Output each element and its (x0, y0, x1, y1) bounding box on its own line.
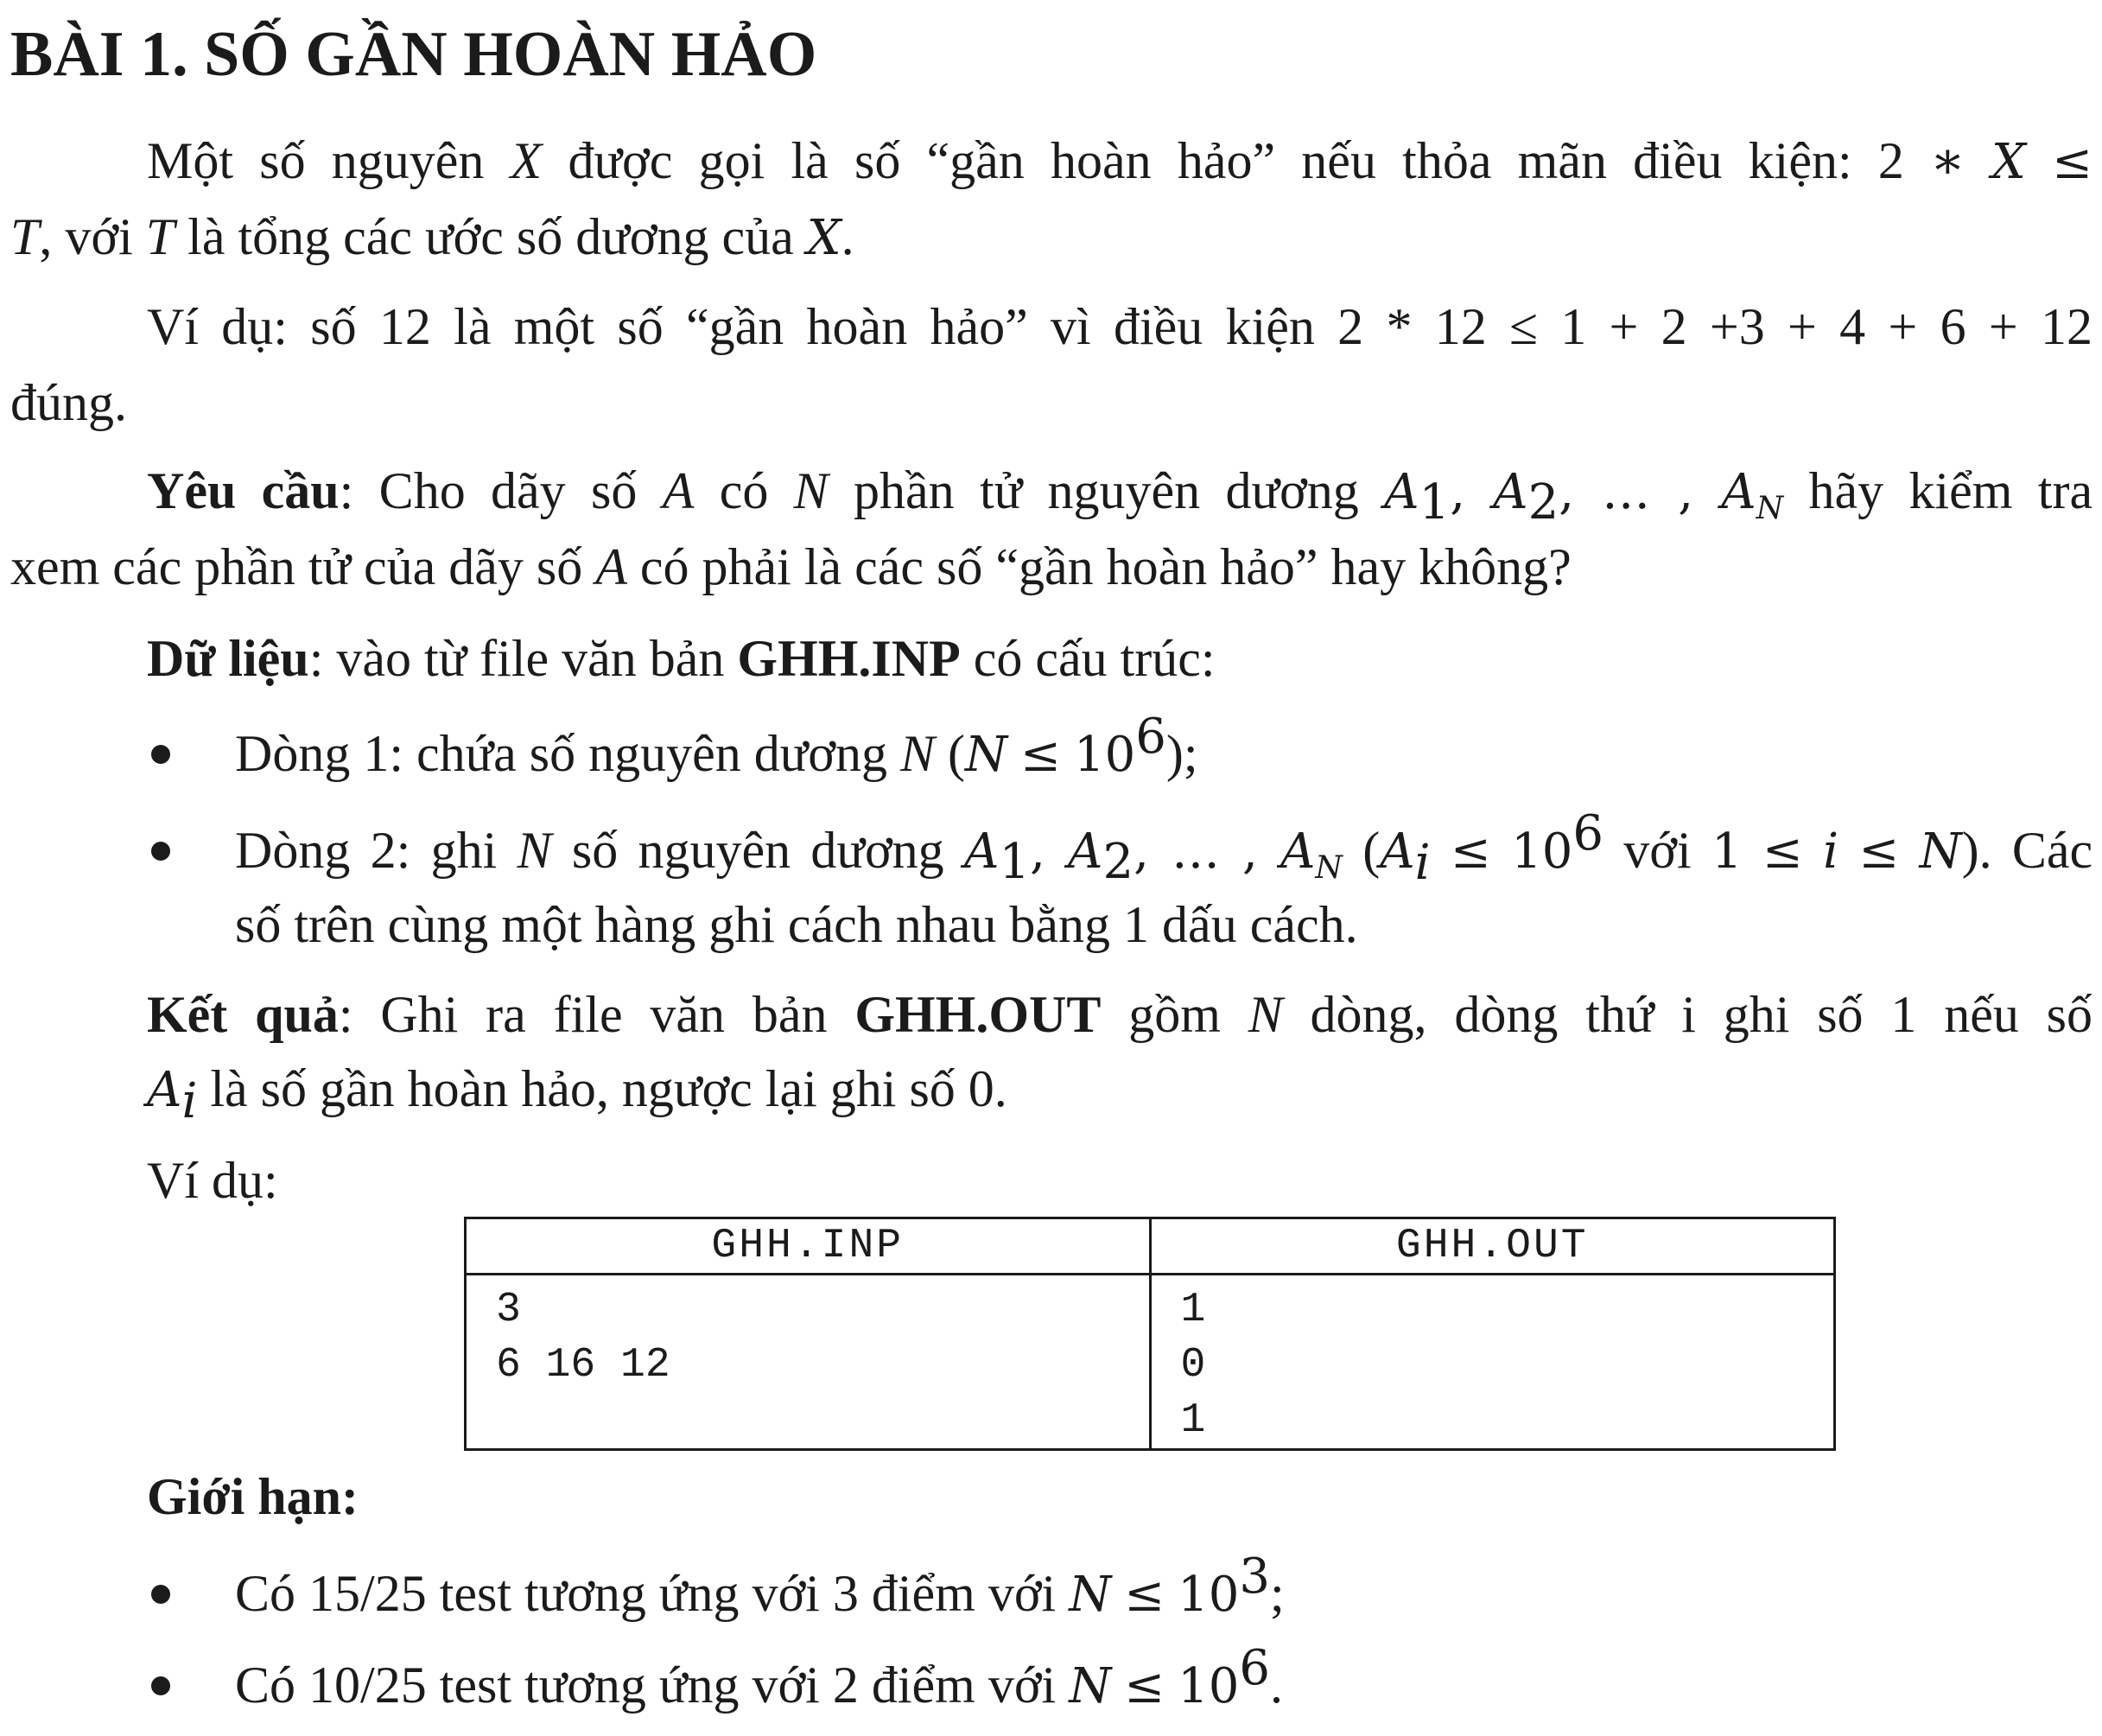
table-header-row (466, 1218, 1835, 1275)
output-spec-line-1: Kết quả: Ghi ra file văn bản GHH.OUT gồm N dòng, dòng thứ i ghi số 1 nếu số (147, 986, 2093, 1043)
intro-line-2: T, với T là tổng các ước số dương của X. (10, 208, 854, 266)
limits-heading: Giới hạn: (147, 1468, 359, 1525)
input-spec-item-2-line-1: Dòng 2: ghi N số nguyên dương $A_1$, $A_2$, … , $A_N$ ($A_i \le 10^6$ với 1 ≤ i ≤ N). Các (235, 805, 2093, 891)
table-header-output: GHH.OUT (1150, 1218, 1835, 1275)
example-sentence-line-2: đúng. (10, 374, 127, 431)
output-cell (1150, 1275, 1835, 1450)
requirement-line-2: xem các phần tử của dãy số A có phải là các số “gần hoàn hảo” hay không? (10, 538, 1572, 595)
intro-line-1: Một số nguyên X được gọi là số “gần hoàn hảo” nếu thỏa mãn điều kiện: 2 ∗ X ≤ (147, 132, 2093, 190)
example-label: Ví dụ: (147, 1152, 278, 1209)
problem-title: BÀI 1. SỐ GẦN HOÀN HẢO (10, 19, 817, 90)
output-line: 1 (1180, 1397, 1206, 1444)
output-spec-line-2: $A_i$ là số gần hoàn hảo, ngược lại ghi số 0. (147, 1060, 1007, 1129)
limits-item-1: Có 15/25 test tương ứng với 3 điểm với $N \le 10^3$; (235, 1548, 1285, 1623)
example-sentence-line-1: Ví dụ: số 12 là một số “gần hoàn hảo” vì điều kiện 2 * 12 ≤ 1 + 2 +3 + 4 + 6 + 12 (147, 298, 2092, 355)
example-io-table (464, 1217, 1836, 1451)
bullet-icon (151, 1585, 170, 1604)
input-line: 3 (496, 1287, 521, 1333)
input-cell (466, 1275, 1151, 1450)
input-spec-item-2-line-2: số trên cùng một hàng ghi cách nhau bằng 1 dấu cách. (235, 896, 1358, 953)
output-line: 1 (1180, 1287, 1206, 1333)
input-line: 6 16 12 (496, 1342, 670, 1389)
requirement-line-1: Yêu cầu: Cho dãy số A có N phần tử nguyên dương $A_1$, $A_2$, … , $A_N$ hãy kiểm tra (147, 462, 2093, 531)
limits-item-2: Có 10/25 test tương ứng với 2 điểm với $N \le 10^6$. (235, 1640, 1284, 1714)
output-line: 0 (1180, 1342, 1206, 1389)
table-header-input: GHH.INP (466, 1218, 1151, 1275)
bullet-icon (151, 745, 170, 764)
input-spec-item-1: Dòng 1: chứa số nguyên dương N $(N \le 10^6)$; (235, 709, 1198, 783)
input-spec-heading: Dữ liệu: vào từ file văn bản GHH.INP có cấu trúc: (147, 630, 1216, 687)
bullet-icon (151, 1676, 170, 1695)
table-row (466, 1275, 1835, 1450)
bullet-icon (151, 842, 170, 861)
